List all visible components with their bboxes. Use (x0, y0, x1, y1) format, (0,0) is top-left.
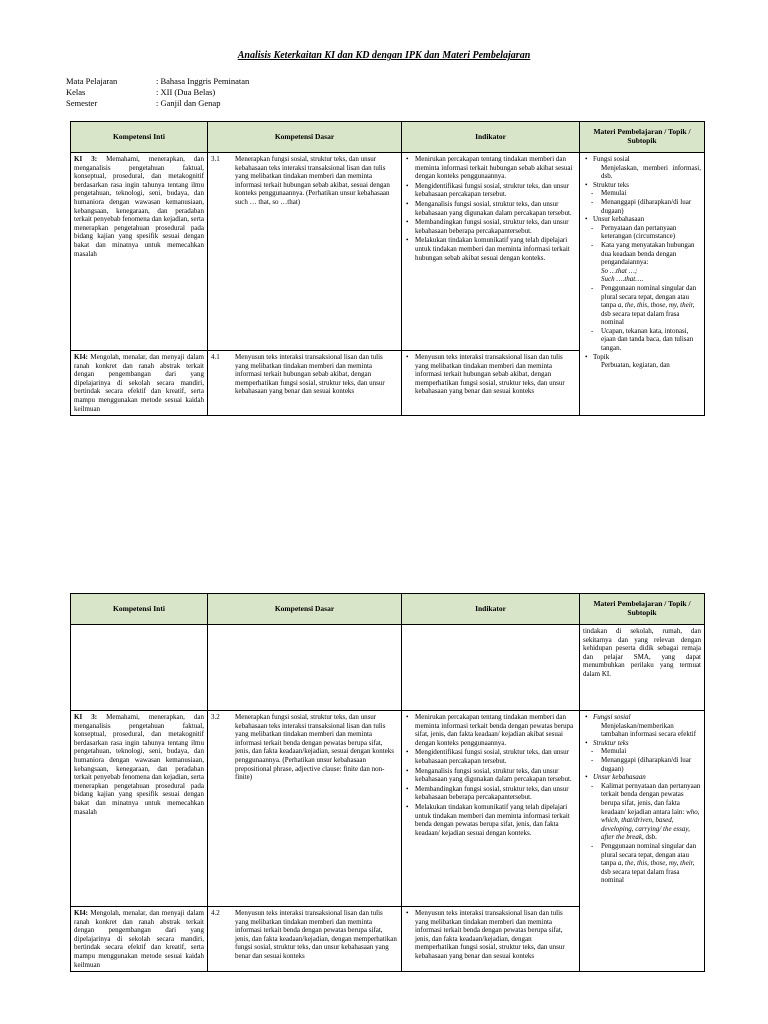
materi-text: dsb. (643, 833, 657, 842)
materi-bullet: • Unsur kebahasaan (583, 773, 701, 782)
header-ki: Kompetensi Inti (71, 122, 208, 153)
materi-dash: - Kata yang menyatakan hubungan dua keadaan benda dengan pengandaiannya: (583, 241, 701, 267)
header-kd: Kompetensi Dasar (208, 594, 402, 625)
materi-dash: - Ucapan, tekanan kata, intonasi, ejaan dan tanda baca, dan tulisan tangan. (583, 327, 701, 353)
kd-text: Menyusun teks interaksi transaksional lisan dan tulis yang melibatkan tindakan memberi dan meminta informasi terkait hubungan sebab akibat, dengan memperhatikan fungsi sosial, struktur teks, dan unsur kebahasaan yang benar dan sesuai konteks (235, 353, 385, 396)
ki-label: KI 3: (74, 155, 98, 163)
ki-text: Memahami, menerapkan, dan menganalisis pengetahuan faktual, konseptual, prosedural, dan metakognitif berdasarkan rasa ingin tahunya tentang ilmu pengetahuan, teknologi, seni, budaya, dan humaniora dengan wawasan kemanusiaan, kebangsaan, kenegaraan, dan peradaban terkait penyebab fenomena dan kejadian, serta menerapkan pengetahuan prosedural pada bidang kajian yang spesifik sesuai dengan bakat dan minatnya untuk memecahkan masalah (74, 713, 204, 816)
table-header-row (71, 122, 705, 153)
materi-text: Menjelaskan/memberikan tambahan informasi secara efektif (601, 721, 697, 739)
meta-block (66, 76, 249, 109)
indikator-item: • Menirukan percakapan tentang tindakan memberi dan meminta informasi terkait hubungan sebab akibat sesuai dengan konteks penggunaannya. (412, 155, 576, 181)
header-materi: Materi Pembelajaran / Topik / Subtopik (580, 594, 705, 625)
ki3-cell (71, 711, 208, 907)
table-row (71, 625, 705, 711)
meta-label: Semester (66, 98, 98, 108)
materi-example: a, the, this, those, my, their, (617, 859, 695, 868)
kd-cell (208, 153, 402, 351)
materi-dash (583, 782, 701, 842)
meta-value: : XII (Dua Belas) (156, 87, 216, 97)
indikator-item: • Menganalisis fungsi sosial, struktur teks, dan unsur kebahasaan yang digunakan dalam percakapan tersebut. (412, 200, 576, 217)
document-title: Analisis Keterkaitan KI dan KD dengan IPK dan Materi Pembelajaran (237, 50, 531, 61)
materi-text: Penggunaan nominal singular dan plural secara tepat, dengan atau tanpa (601, 283, 697, 310)
indikator-item: • Mengidentifikasi fungsi sosial, struktur teks, dan unsur kebahasaan percakapan tersebut. (412, 182, 576, 199)
kd-text: Menerapkan fungsi sosial, struktur teks, dan unsur kebahasaan teks interaksi transaksional lisan dan tulis yang melibatkan tindakan memberi dan meminta informasi terkait hubungan sebab akibat, sesuai dengan konteks penggunaannya. (Perhatikan unsur kebahasaan such … that, so …that) (235, 155, 390, 206)
indikator-item: • Menyusun teks interaksi transaksional lisan dan tulis yang melibatkan tindakan memberi dan meminta informasi terkait hubungan sebab akibat, dengan memperhatikan fungsi sosial, struktur teks, dan unsur kebahasaan yang benar dan sesuai konteks (412, 353, 576, 396)
indikator-item: • Menirukan percakapan tentang tindakan memberi dan meminta informasi terkait benda dengan pewatas berupa sifat, jenis, dan fakta keadaan/ kejadian akibat sesuai dengan konteks penggunaannya. (412, 713, 576, 747)
ki4-cell (71, 351, 208, 416)
analysis-table-1 (70, 121, 705, 416)
materi-dash: - Pernyataan dan pertanyaan keterangan (circumstance) (583, 224, 701, 241)
materi-text: Menjelaskan, memberi informasi, dsb. (601, 163, 701, 181)
materi-cell (580, 711, 705, 972)
materi-text: Penggunaan nominal singular dan plural secara tepat, dengan atau tanpa (601, 841, 697, 868)
materi-text: Kalimat pernyataan dan pertanyaan terkait benda dengan pewatas berupa sifat, jenis, dan fakta keadaan/ kejadian antara lain: (601, 781, 701, 816)
ki-label: KI4: (74, 353, 88, 361)
ki-text: Memahami, menerapkan, dan menganalisis pengetahuan faktual, konseptual, prosedural, dan metakognitif berdasarkan rasa ingin tahunya tentang ilmu pengetahuan, teknologi, seni, budaya, dan humaniora dengan wawasan kemanusiaan, kebangsaan, kenegaraan, dan peradaban terkait penyebab fenomena dan kejadian, serta menerapkan pengetahuan prosedural pada bidang kajian yang spesifik sesuai dengan bakat dan minatnya untuk memecahkan masalah (74, 155, 204, 258)
ki-label: KI 3: (74, 713, 98, 721)
ki3-cell (71, 153, 208, 351)
indikator-cell (402, 351, 580, 416)
kd-cell (208, 907, 402, 972)
kd-number: 4.2 (211, 909, 220, 917)
materi-text: Perbuatan, kegiatan, dan (601, 361, 670, 370)
meta-row-class (66, 87, 249, 98)
analysis-table-2 (70, 593, 705, 972)
materi-dash (583, 842, 701, 885)
meta-label: Mata Pelajaran (66, 76, 118, 86)
meta-value: : Bahasa Inggris Peminatan (156, 76, 250, 86)
ki-text: Mengolah, menalar, dan menyaji dalam ranah konkret dan ranah abstrak terkait dengan pengembangan dari yang dipelajarinya di sekolah secara mandiri, bertindak secara efektif dan kreatif, serta mampu menggunakan metode sesuai kaidah keilmuan (74, 909, 204, 969)
indikator-cell (402, 907, 580, 972)
materi-dash (583, 284, 701, 327)
indikator-item: • Menyusun teks interaksi transaksional lisan dan tulis yang melibatkan tindakan memberi dan meminta informasi terkait benda dengan pewatas berupa sifat, jenis, dan fakta keadaan/kejadian, dengan memperhatikan fungsi sosial, struktur teks, dan unsur kebahasaan yang benar dan sesuai konteks (412, 909, 576, 961)
empty-cell (208, 625, 402, 711)
header-materi: Materi Pembelajaran / Topik / Subtopik (580, 122, 705, 153)
header-indikator: Indikator (402, 122, 580, 153)
table-row (71, 711, 705, 907)
materi-bullet: • Topik (583, 353, 701, 362)
materi-example: So …that …; (601, 266, 638, 275)
ki4-cell (71, 907, 208, 972)
materi-dash: - Memulai (583, 189, 701, 198)
indikator-item: • Menganalisis fungsi sosial, struktur teks, dan unsur kebahasaan yang digunakan dalam percakapan tersebut. (412, 767, 576, 784)
materi-bullet: • Fungsi sosial (583, 155, 701, 164)
meta-row-semester (66, 98, 249, 109)
materi-text: dsb secara tepat dalam frasa nominal (601, 309, 680, 327)
indikator-item: • Mengidentifikasi fungsi sosial, struktur teks, dan unsur kebahasaan percakapan tersebut. (412, 748, 576, 765)
table-row (71, 153, 705, 351)
materi-text: dsb secara tepat dalam frasa nominal (601, 867, 680, 885)
materi-example: who, which, that/driven, based, developing, carrying/ the essay, after the break, (601, 807, 700, 842)
materi-cell (580, 153, 705, 416)
kd-number: 3.1 (211, 155, 220, 163)
materi-bullet: • Fungsi sosial (583, 713, 701, 722)
indikator-item: • Melakukan tindakan komunikatif yang telah dipelajari untuk tindakan memberi dan meminta informasi terkait hubungan sebab akibat sesuai dengan konteks. (412, 236, 576, 262)
indikator-cell (402, 153, 580, 351)
header-ki: Kompetensi Inti (71, 594, 208, 625)
header-indikator: Indikator (402, 594, 580, 625)
materi-dash: - Memulai (583, 747, 701, 756)
kd-text: Menyusun teks interaksi transaksional lisan dan tulis yang melibatkan tindakan memberi dan meminta informasi terkait benda dengan pewatas berupa sifat, jenis, dan fakta keadaan/kejadian, dengan memperhatikan fungsi sosial, struktur teks, dan unsur kebahasaan yang benar dan sesuai konteks (235, 909, 397, 960)
materi-example: Such ….that…. (601, 275, 644, 284)
indikator-item: • Membandingkan fungsi sosial, struktur teks, dan unsur kebahasaan beberapa percakapantersebut. (412, 785, 576, 802)
materi-dash: - Menanggapi (diharapkan/di luar dugaan) (583, 198, 701, 215)
kd-text: Menerapkan fungsi sosial, struktur teks, dan unsur kebahasaan teks interaksi transaksional lisan dan tulis yang melibatkan tindakan memberi dan meminta informasi terkait benda dengan pewatas berupa sifat, jenis, dan fakta keadaan/kejadian, sesuai dengan konteks penggunaannya. (Perhatikan unsur kebahasaan prepositional phrase, adjective clause: finite dan non-finite) (235, 713, 394, 782)
empty-cell (71, 625, 208, 711)
indikator-cell (402, 711, 580, 907)
empty-cell (402, 625, 580, 711)
kd-number: 3.2 (211, 713, 220, 721)
materi-continued-cell: tindakan di sekolah, rumah, dan sekitarnya dan yang relevan dengan kehidupan peserta didik sebagai remaja dan pelajar SMA, yang dapat menumbuhkan perilaku yang termuat dalam KI. (580, 625, 705, 711)
materi-bullet: • Struktur teks (583, 739, 701, 748)
header-kd: Kompetensi Dasar (208, 122, 402, 153)
ki-text: Mengolah, menalar, dan menyaji dalam ranah konkret dan ranah abstrak terkait dengan pengembangan dari yang dipelajarinya di sekolah secara mandiri, bertindak secara efektif dan kreatif, serta mampu menggunakan metode sesuai kaidah keilmuan (74, 353, 204, 413)
meta-value: : Ganjil dan Genap (156, 98, 221, 108)
materi-example: a, the, this, those, my, their, (617, 301, 695, 310)
ki-label: KI4: (74, 909, 88, 917)
indikator-item: • Melakukan tindakan komunikatif yang telah dipelajari untuk tindakan memberi dan meminta informasi terkait benda dengan pewatas berupa sifat, jenis, dan fakta keadaan/ kejadian sesuai dengan konteks. (412, 803, 576, 837)
kd-cell (208, 711, 402, 907)
materi-bullet: • Struktur teks (583, 181, 701, 190)
indikator-item: • Membandingkan fungsi sosial, struktur teks, dan unsur kebahasaan beberapa percakapantersebut. (412, 218, 576, 235)
kd-number: 4.1 (211, 353, 220, 361)
meta-label: Kelas (66, 87, 86, 97)
meta-row-subject (66, 76, 249, 87)
table-header-row (71, 594, 705, 625)
kd-cell (208, 351, 402, 416)
materi-dash: - Menanggapi (diharapkan/di luar dugaan) (583, 756, 701, 773)
materi-bullet: • Unsur kebahasaan (583, 215, 701, 224)
